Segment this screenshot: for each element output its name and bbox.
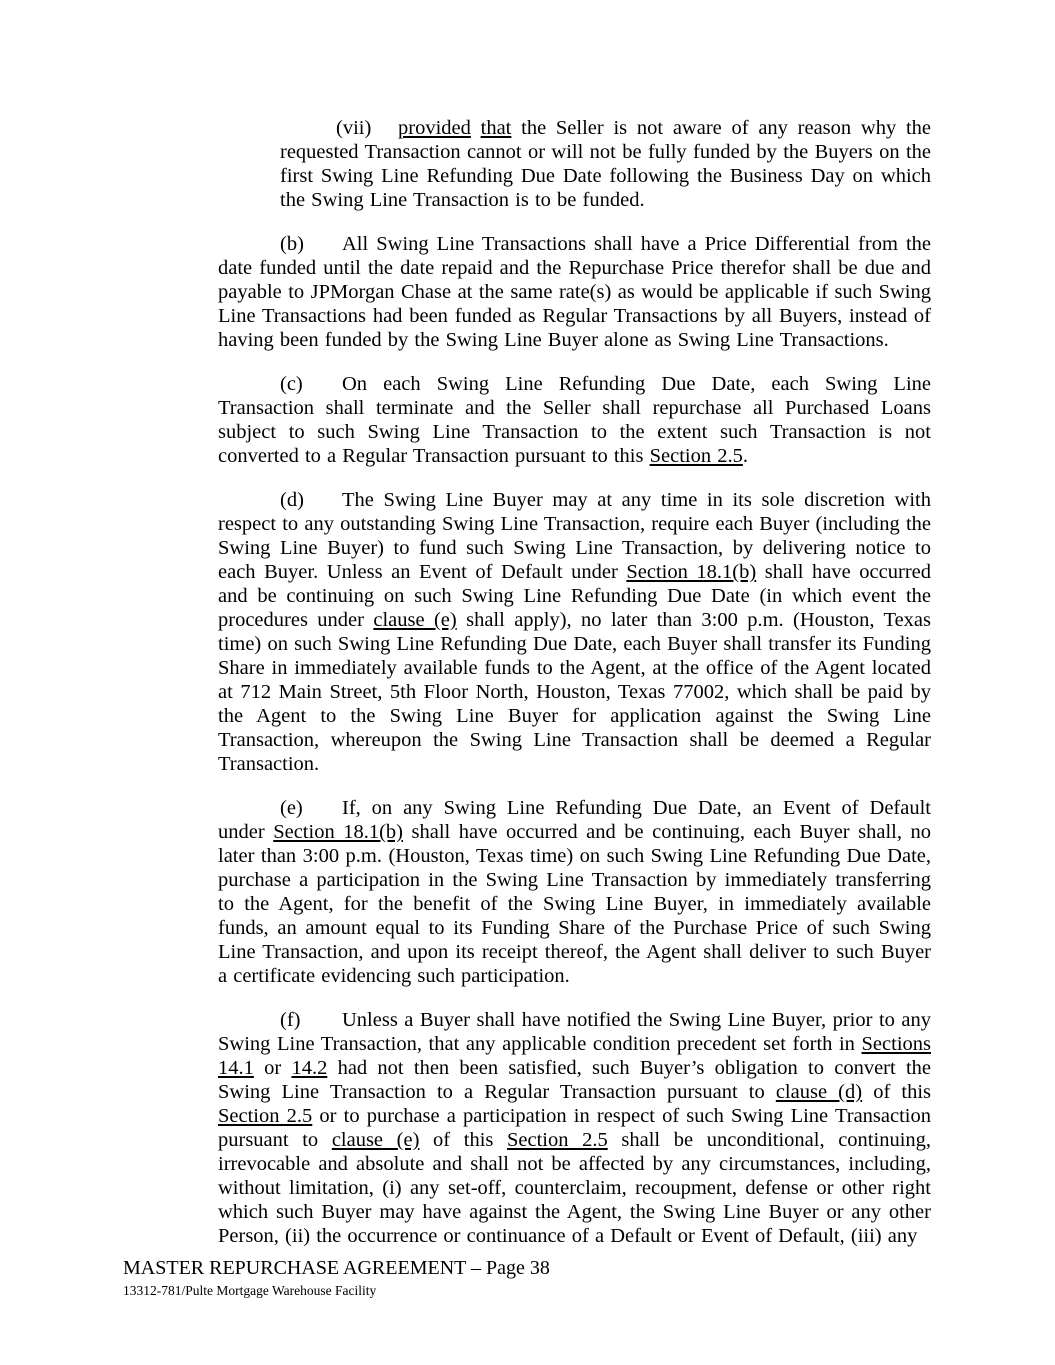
paragraph-text: of this [419,1129,508,1151]
paragraph-text: . [742,445,748,467]
paragraph-f [218,1008,931,1248]
paragraph-text: the Seller is not aware of any reason why the requested Transaction cannot or will not be fully funded by the Buyers on the first Swing Line Refunding Due Date following the Business Day on which the Swing Line Transaction is to be funded. [280,117,932,211]
footer-document-title: MASTER REPURCHASE AGREEMENT – Page 38 [123,1257,550,1279]
footer-file-reference: 13312-781/Pulte Mortgage Warehouse Facility [123,1283,377,1298]
paragraph-label: (e) [280,797,303,819]
paragraph-text: shall have occurred and be continuing on such Swing Line Refunding Due Date (in which event the procedures under [218,561,931,631]
cross-reference-text: Section 18.1(b) [273,821,403,843]
paragraph-text: The Swing Line Buyer may at any time in its sole discretion with respect to any outstanding Swing Line Transaction, require each Buyer (including the Swing Line Buyer) to fund such Swing Line Transaction, by delivering notice to each Buyer. Unless an Event of Default under [218,489,931,583]
paragraph-b [218,232,931,352]
paragraph-c [218,372,931,468]
paragraph-text: or to purchase a participation in respect of such Swing Line Transaction pursuant to [218,1105,931,1151]
cross-reference-text: Section 2.5 [507,1129,608,1151]
paragraph-label: (b) [280,233,304,255]
cross-reference-text: Sections 14.1 [218,1033,931,1079]
paragraph-label: (d) [280,489,304,511]
paragraph-label: (f) [280,1009,301,1031]
document-body [218,116,931,1268]
paragraph-text [471,117,481,139]
cross-reference-text: Section 2.5 [649,445,743,467]
paragraph-text: shall apply), no later than 3:00 p.m. (Houston, Texas time) on such Swing Line Refunding Due Date, each Buyer shall transfer its Funding Share in immediately available funds to the Agent, at the office of the Agent located at 712 Main Street, 5th Floor North, Houston, Texas 77002, which shall be paid by the Agent to the Swing Line Buyer for application against the Swing Line Transaction, whereupon the Swing Line Transaction shall be deemed a Regular Transaction. [218,609,931,775]
cross-reference-text: clause (e) [331,1129,420,1151]
paragraph-label: (c) [280,373,303,395]
paragraph-text: On each Swing Line Refunding Due Date, each Swing Line Transaction shall terminate and the Seller shall repurchase all Purchased Loans subject to such Swing Line Transaction to the extent such Transaction is not converted to a Regular Transaction pursuant to this [218,373,931,467]
paragraph-text: Unless a Buyer shall have notified the Swing Line Buyer, prior to any Swing Line Transaction, that any applicable condition precedent set forth in [218,1009,931,1055]
paragraph-text: If, on any Swing Line Refunding Due Date, an Event of Default under [218,797,931,843]
paragraph-text: of this [862,1081,932,1103]
cross-reference-text: clause (e) [373,609,457,631]
paragraph-d [218,488,931,776]
paragraph-text: shall have occurred and be continuing, each Buyer shall, no later than 3:00 p.m. (Houston, Texas time) on such Swing Line Refunding Due Date, purchase a participation in the Swing Line Transaction by immediately transferring to the Agent, for the benefit of the Swing Line Buyer, in immediately available funds, an amount equal to its Funding Share of the Purchase Price of such Swing Line Transaction, and upon its receipt thereof, the Agent shall deliver to such Buyer a certificate evidencing such participation. [218,821,931,987]
cross-reference-text: provided [398,117,471,139]
paragraph-label: (vii) [336,117,372,139]
page-footer [123,1256,550,1299]
cross-reference-text: Section 2.5 [218,1105,313,1127]
paragraph-text: had not then been satisfied, such Buyer’s obligation to convert the Swing Line Transaction to a Regular Transaction pursuant to [218,1057,931,1103]
cross-reference-text: Section 18.1(b) [626,561,757,583]
cross-reference-text: clause (d) [775,1081,863,1103]
paragraph-text: All Swing Line Transactions shall have a Price Differential from the date funded until the date repaid and the Repurchase Price therefor shall be due and payable to JPMorgan Chase at the same rate(s) as would be applicable if such Swing Line Transactions had been funded as Regular Transactions by all Buyers, instead of having been funded by the Swing Line Buyer alone as Swing Line Transactions. [218,233,931,351]
cross-reference-text: that [480,117,512,139]
paragraph-text: or [253,1057,292,1079]
paragraph-e [218,796,931,988]
paragraph-text: shall be unconditional, continuing, irrevocable and absolute and shall not be affected by any circumstances, including, without limitation, (i) any set-off, counterclaim, recoupment, defense or other right which such Buyer may have against the Agent, the Swing Line Buyer or any other Person, (ii) the occurrence or continuance of a Default or Event of Default, (iii) any [218,1129,932,1247]
cross-reference-text: 14.2 [291,1057,328,1079]
paragraph-vii [280,116,931,212]
